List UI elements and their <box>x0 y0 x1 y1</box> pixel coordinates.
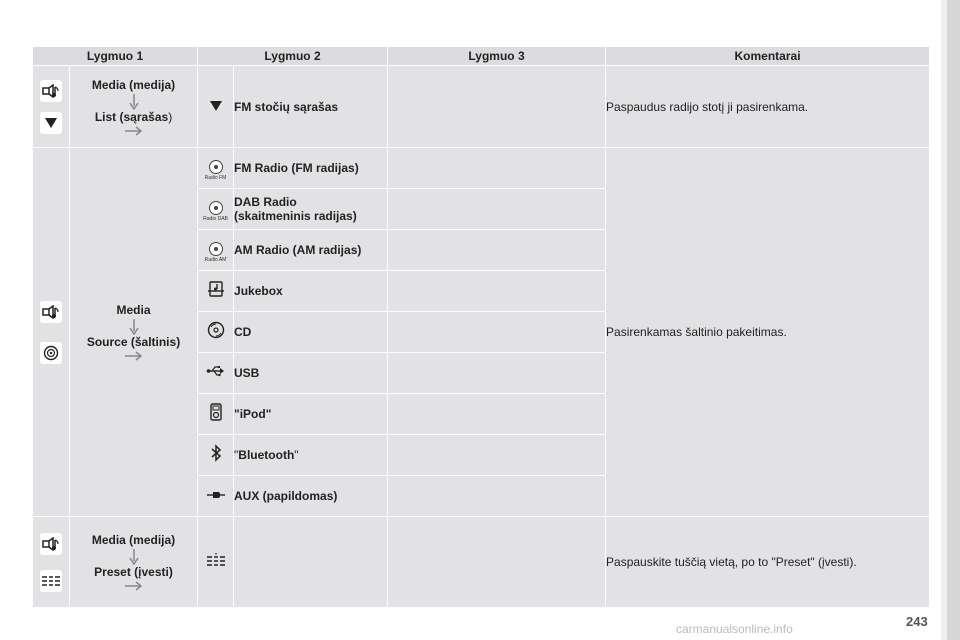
fm-station-list: FM stočių sąrašas <box>234 66 388 148</box>
source-level3 <box>388 189 606 230</box>
source-cd: CD <box>234 312 388 353</box>
header-level1: Lygmuo 1 <box>33 47 198 66</box>
level1-media: Media (medija) <box>91 533 176 547</box>
preset-icons <box>33 517 70 608</box>
usb-icon <box>206 365 226 377</box>
preset-comment: Paspauskite tuščią vietą, po to "Preset" (įvesti). <box>606 517 930 608</box>
level1-preset: Preset (įvesti) <box>94 565 173 579</box>
table-row <box>33 148 930 189</box>
source-level3 <box>388 353 606 394</box>
jukebox-icon-cell <box>198 271 234 312</box>
bluetooth-icon-cell <box>198 435 234 476</box>
media-note-icon <box>40 533 62 555</box>
preset-level1 <box>70 517 198 608</box>
media-note-icon <box>40 301 62 323</box>
jukebox-icon <box>207 281 225 297</box>
radio-am-icon: Radio AM <box>205 242 227 263</box>
fm-list-level1 <box>70 66 198 148</box>
radio-dab-icon: Radio DAB <box>203 201 228 222</box>
level1-list: List (sąrašas) <box>94 109 173 124</box>
arrow-down-icon <box>129 94 139 110</box>
table-header-row <box>33 47 930 66</box>
arrow-down-icon <box>129 549 139 565</box>
media-note-icon <box>40 80 62 102</box>
fm-list-icon-cell <box>198 66 234 148</box>
source-bluetooth: "Bluetooth" <box>234 435 388 476</box>
source-dial-icon <box>40 342 62 364</box>
arrow-right-icon <box>125 581 143 591</box>
source-level3 <box>388 148 606 189</box>
level1-media: Media <box>116 303 151 317</box>
header-level3: Lygmuo 3 <box>388 47 606 66</box>
aux-icon-cell <box>198 476 234 517</box>
level1-media: Media (medija) <box>91 77 176 92</box>
fm-list-icons <box>33 66 70 148</box>
source-aux: AUX (papildomas) <box>234 476 388 517</box>
preset-list-icon <box>40 570 62 592</box>
radio-am-icon-cell <box>198 230 234 271</box>
arrow-right-icon <box>125 126 143 136</box>
page-edge-bar <box>947 0 960 640</box>
source-level3 <box>388 230 606 271</box>
table-row <box>33 517 930 608</box>
triangle-down-icon <box>210 101 222 111</box>
source-dab-radio: DAB Radio (skaitmeninis radijas) <box>234 189 388 230</box>
triangle-down-icon <box>40 112 62 134</box>
source-level3 <box>388 476 606 517</box>
header-comments: Komentarai <box>606 47 930 66</box>
preset-icon-cell <box>198 517 234 608</box>
cd-icon <box>207 321 225 339</box>
watermark: carmanualsonline.info <box>676 622 793 636</box>
preset-list-icon <box>206 552 226 568</box>
arrow-right-icon <box>125 351 143 361</box>
preset-level3 <box>388 517 606 608</box>
table-row <box>33 66 930 148</box>
menu-table <box>32 46 930 608</box>
source-jukebox: Jukebox <box>234 271 388 312</box>
usb-icon-cell <box>198 353 234 394</box>
bluetooth-icon <box>210 444 222 462</box>
fm-list-level3 <box>388 66 606 148</box>
cd-icon-cell <box>198 312 234 353</box>
source-level3 <box>388 435 606 476</box>
radio-dab-icon-cell <box>198 189 234 230</box>
source-am-radio: AM Radio (AM radijas) <box>234 230 388 271</box>
source-icons <box>33 148 70 517</box>
source-level3 <box>388 394 606 435</box>
aux-icon <box>206 490 226 500</box>
arrow-down-icon <box>129 319 139 335</box>
source-level3 <box>388 271 606 312</box>
source-comment: Pasirenkamas šaltinio pakeitimas. <box>606 148 930 517</box>
preset-level2 <box>234 517 388 608</box>
ipod-icon-cell <box>198 394 234 435</box>
source-ipod: "iPod" <box>234 394 388 435</box>
radio-fm-icon: Radio FM <box>205 160 227 181</box>
source-level1 <box>70 148 198 517</box>
radio-fm-icon-cell <box>198 148 234 189</box>
level1-source: Source (šaltinis) <box>86 335 181 349</box>
fm-list-comment: Paspaudus radijo stotį ji pasirenkama. <box>606 66 930 148</box>
source-level3 <box>388 312 606 353</box>
ipod-icon <box>210 403 222 421</box>
header-level2: Lygmuo 2 <box>198 47 388 66</box>
source-usb: USB <box>234 353 388 394</box>
source-fm-radio: FM Radio (FM radijas) <box>234 148 388 189</box>
page-number: 243 <box>906 614 928 629</box>
